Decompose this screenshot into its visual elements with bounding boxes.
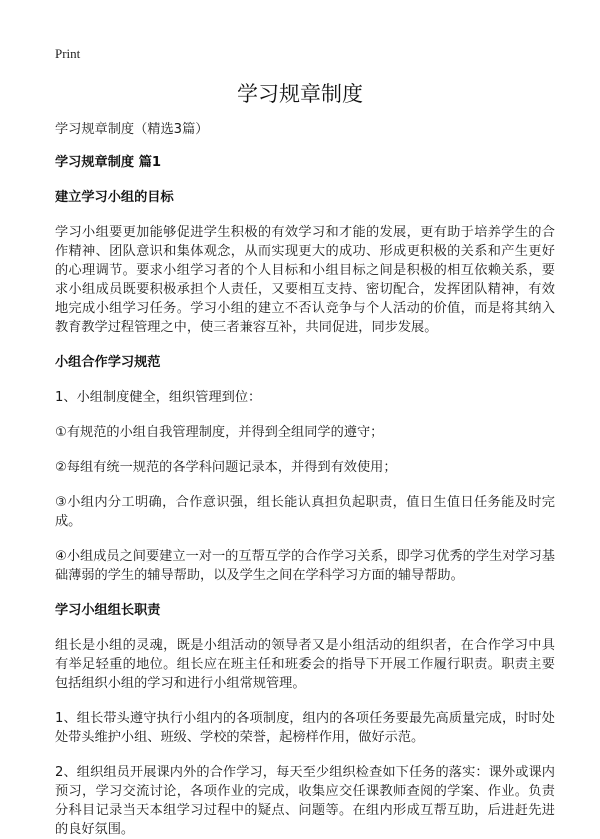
section-heading-goals: 建立学习小组的目标 (55, 190, 174, 205)
norms-item-circle-2: ②每组有统一规范的各学科问题记录本，并得到有效使用； (55, 460, 397, 475)
leader-duty-1: 1、组长带头遵守执行小组内的各项制度，组内的各项任务要最先高质量完成，时时处处带头维护小组、班级、学校的荣誉，起榜样作用，做好示范。 (55, 711, 555, 745)
section-heading-norms: 小组合作学习规范 (55, 355, 161, 370)
norms-item-circle-3: ③小组内分工明确，合作意识强，组长能认真担负起职责，值日生值日任务能及时完成。 (55, 495, 555, 529)
document-subtitle: 学习规章制度（精选3篇） (55, 122, 209, 137)
article-heading: 学习规章制度 篇1 (55, 155, 162, 170)
leader-intro-paragraph: 组长是小组的灵魂，既是小组活动的领导者又是小组活动的组织者，在合作学习中具有举足轻重的地位。组长应在班主任和班委会的指导下开展工作履行职责。职责主要包括组织小组的学习和进行小组常规管理。 (55, 638, 555, 691)
goals-paragraph: 学习小组要更加能够促进学生积极的有效学习和才能的发展，更有助于培养学生的合作精神、团队意识和集体观念，从而实现更大的成功、形成更积极的关系和产生更好的心理调节。要求小组学习者的个人目标和小组目标之间是积极的相互依赖关系，要求小组成员既要积极承担个人责任，又要相互支持、密切配合，发挥团队精神，有效地完成小组学习任务。学习小组的建立不否认竞争与个人活动的价值，而是将其纳入教育教学过程管理之中，使三者兼容互补，共同促进，同步发展。 (55, 225, 555, 335)
page-title: 学习规章制度 (237, 82, 363, 106)
document-body (55, 120, 555, 839)
print-link[interactable]: Print (55, 46, 81, 61)
norms-item-circle-4: ④小组成员之间要建立一对一的互帮互学的合作学习关系，即学习优秀的学生对学习基础薄弱的学生的辅导帮助，以及学生之间在学科学习方面的辅导帮助。 (55, 549, 555, 583)
leader-duty-2: 2、组织组员开展课内外的合作学习，每天至少组织检查如下任务的落实：课外或课内预习，学习交流讨论，各项作业的完成，收集应交任课教师查阅的学案、作业。负责分科目记录当天本组学习过程中的疑点、问题等。在组内形成互帮互助，后进赶先进的良好氛围。 (55, 765, 555, 837)
norms-item-1: 1、小组制度健全，组织管理到位： (55, 390, 262, 405)
section-heading-leader: 学习小组组长职责 (55, 603, 161, 618)
norms-item-circle-1: ①有规范的小组自我管理制度，并得到全组同学的遵守； (55, 425, 384, 440)
